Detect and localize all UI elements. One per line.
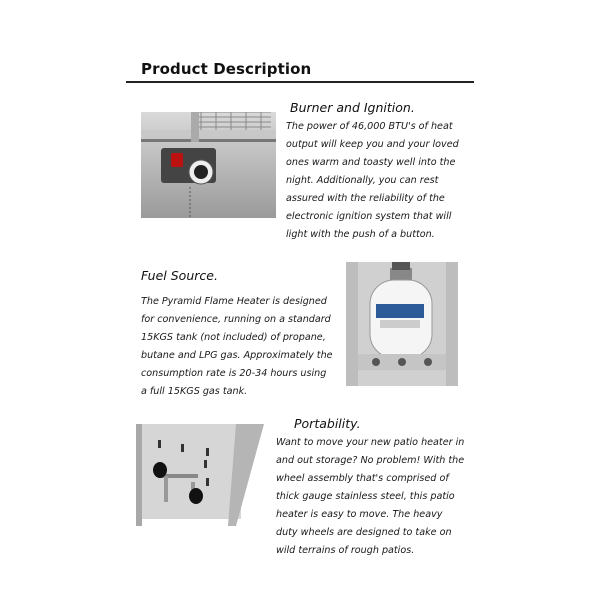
section-heading-portability: Portability. (294, 416, 361, 431)
section-body-portability: Want to move your new patio heater in and out storage? No problem! With the wheel assembly that's comprised of thick gauge stainless steel, this patio heater is easy to move. The heavy duty wheels are designed to take on wild terrains of rough patios. (276, 437, 465, 556)
section-body-burner: The power of 46,000 BTU's of heat output will keep you and your loved ones warm and toasty well into the night. Additionally, you can rest assured with the reliability of the electronic ignition system that will light with the push of a button. (286, 121, 459, 240)
propane-tank-photo (346, 262, 458, 386)
section-heading-fuel: Fuel Source. (141, 268, 218, 283)
burner-ignition-photo (141, 112, 276, 218)
wheels-photo (136, 424, 266, 526)
title-divider (126, 81, 474, 83)
section-body-fuel: The Pyramid Flame Heater is designed for convenience, running on a standard 15KGS tank (not included) of propane, butane and LPG gas. Approximately the consumption rate is 20-34 hours using a full 15KGS gas tank. (141, 296, 333, 397)
section-heading-burner: Burner and Ignition. (290, 100, 415, 115)
page-title: Product Description (141, 60, 312, 78)
